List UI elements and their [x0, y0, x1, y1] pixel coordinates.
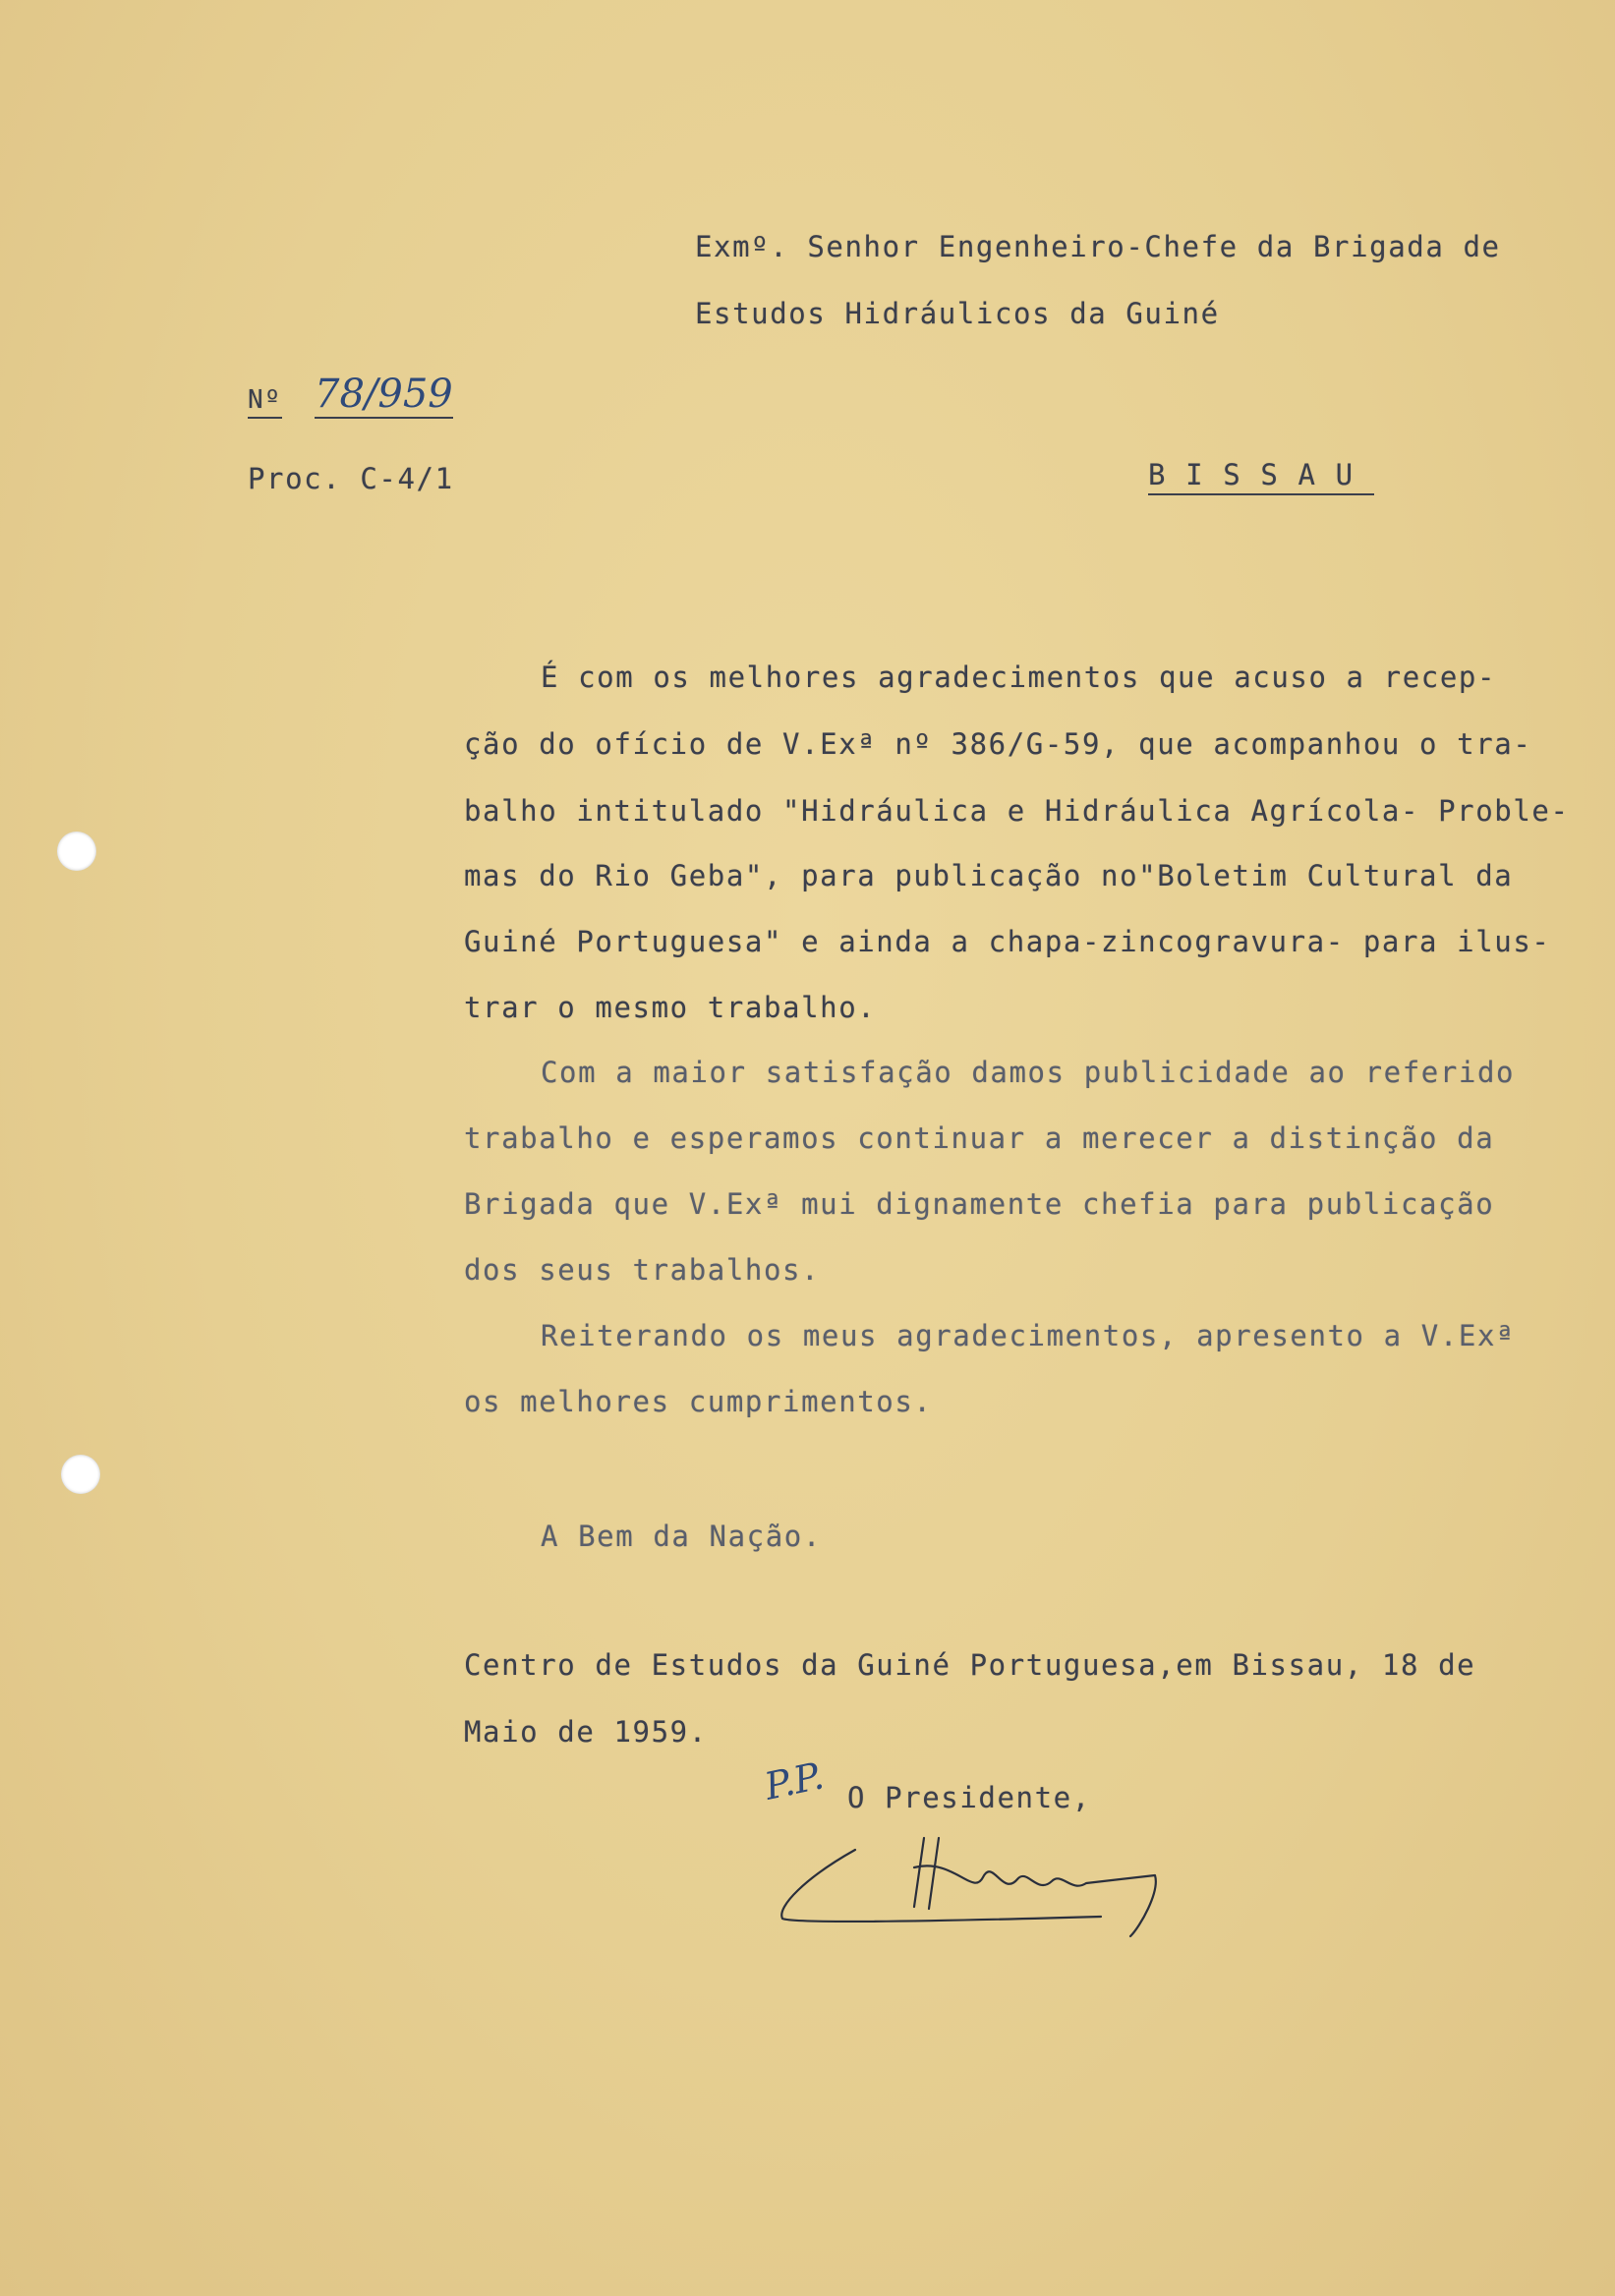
- body-p1-line-3: balho intitulado "Hidráulica e Hidráulica Agrícola- Proble-: [464, 794, 1570, 828]
- body-p2-line-3: Brigada que V.Exª mui dignamente chefia para publicação: [464, 1187, 1495, 1221]
- body-p1-line-6: trar o mesmo trabalho.: [464, 991, 877, 1024]
- handwritten-signature: [767, 1799, 1180, 1946]
- body-p2-line-4: dos seus trabalhos.: [464, 1253, 821, 1287]
- punch-hole-bottom: [61, 1455, 100, 1494]
- addressee-line-1: Exmº. Senhor Engenheiro-Chefe da Brigada de: [695, 230, 1501, 263]
- reference-number-label: Nº: [248, 385, 282, 419]
- body-p3-line-2: os melhores cumprimentos.: [464, 1385, 933, 1418]
- place-date-line-2: Maio de 1959.: [464, 1715, 708, 1749]
- body-p2-line-2: trabalho e esperamos continuar a merecer a distinção da: [464, 1121, 1495, 1155]
- addressee-line-2: Estudos Hidráulicos da Guiné: [695, 297, 1220, 330]
- body-p1-line-5: Guiné Portuguesa" e ainda a chapa-zincogravura- para ilus-: [464, 925, 1551, 958]
- reference-number: [248, 372, 453, 429]
- signature-role: O Presidente,: [847, 1781, 1091, 1814]
- destination-city: B I S S A U: [1148, 458, 1374, 495]
- body-p3-line-1: Reiterando os meus agradecimentos, apresento a V.Exª: [541, 1319, 1516, 1352]
- body-p1-line-4: mas do Rio Geba", para publicação no"Boletim Cultural da: [464, 859, 1514, 892]
- pp-mark: P.P.: [761, 1753, 828, 1808]
- process-number: Proc. C-4/1: [248, 462, 454, 495]
- punch-hole-top: [57, 832, 96, 871]
- place-date-line-1: Centro de Estudos da Guiné Portuguesa,em Bissau, 18 de: [464, 1648, 1476, 1682]
- reference-number-value: 78/959: [315, 372, 453, 417]
- closing-salutation: A Bem da Nação.: [541, 1520, 822, 1553]
- body-p1-line-1: É com os melhores agradecimentos que acuso a recep-: [541, 660, 1497, 694]
- body-p2-line-1: Com a maior satisfação damos publicidade ao referido: [541, 1056, 1516, 1089]
- body-p1-line-2: ção do ofício de V.Exª nº 386/G-59, que acompanhou o tra-: [464, 727, 1532, 761]
